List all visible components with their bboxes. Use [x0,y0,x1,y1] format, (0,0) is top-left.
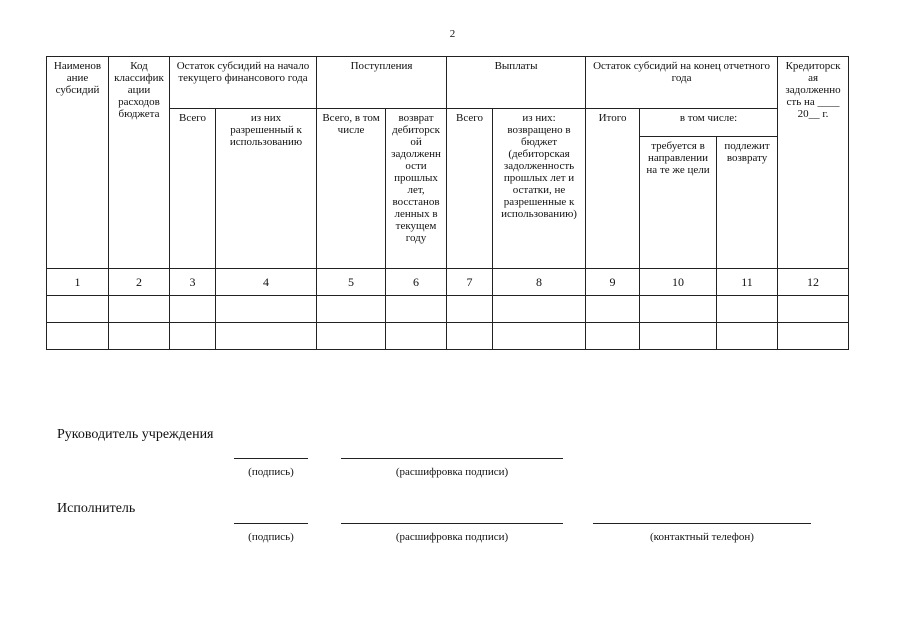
table-cell [447,296,493,323]
table-cell [386,323,447,350]
table-row [47,296,849,323]
head-signature-caption: (подпись) [248,466,294,478]
table-cell [640,323,717,350]
header-payables: Кредиторск ая задолженно сть на ____ 20__ г. [778,57,849,269]
column-number: 4 [216,269,317,296]
header-receipts-returned: возврат дебиторск ой задолженн ости прошлых лет, восстанов ленных в текущем году [386,109,447,269]
table-row [47,323,849,350]
table-cell [586,323,640,350]
header-row-1 [47,57,849,109]
table-cell [386,296,447,323]
header-receipts: Поступления [317,57,447,109]
header-end-total: Итого [586,109,640,269]
column-number: 6 [386,269,447,296]
executor-signature-caption: (подпись) [248,531,294,543]
column-number: 5 [317,269,386,296]
header-payments: Выплаты [447,57,586,109]
table-cell [493,323,586,350]
header-end-including: в том числе: [640,109,778,137]
table-cell [717,296,778,323]
table-cell [216,296,317,323]
head-decoding-caption: (расшифровка подписи) [395,466,509,478]
table-cell [317,323,386,350]
table-cell [216,323,317,350]
header-end-same-purpose: требуется в направлении на те же цели [640,137,717,269]
table-cell [47,323,109,350]
executor-decoding-caption: (расшифровка подписи) [395,531,509,543]
header-payments-total: Всего [447,109,493,269]
header-receipts-total: Всего, в том числе [317,109,386,269]
column-number: 10 [640,269,717,296]
table-cell [170,323,216,350]
table-cell [109,323,170,350]
column-number: 7 [447,269,493,296]
column-number: 8 [493,269,586,296]
column-number: 11 [717,269,778,296]
header-end-balance: Остаток субсидий на конец отчетного года [586,57,778,109]
subsidy-report-table [46,56,849,350]
header-start-allowed: из них разрешенный к использованию [216,109,317,269]
table-cell [47,296,109,323]
column-number: 3 [170,269,216,296]
table-cell [586,296,640,323]
head-signature-line [234,458,308,459]
column-number: 9 [586,269,640,296]
executor-phone-caption: (контактный телефон) [650,531,754,543]
executor-signature-line [234,523,308,524]
table-cell [493,296,586,323]
column-number: 1 [47,269,109,296]
column-number-row [47,269,849,296]
header-end-to-return: подлежит возврату [717,137,778,269]
table-cell [109,296,170,323]
header-subsidy-name: Наименов ание субсидий [47,57,109,269]
executor-decoding-line [341,523,563,524]
head-decoding-line [341,458,563,459]
table-cell [317,296,386,323]
header-start-balance: Остаток субсидий на начало текущего финансового года [170,57,317,109]
header-start-total: Всего [170,109,216,269]
table-cell [778,323,849,350]
column-number: 2 [109,269,170,296]
table-cell [447,323,493,350]
table-cell [640,296,717,323]
table-cell [778,296,849,323]
executor-label: Исполнитель [57,501,136,516]
executor-phone-line [593,523,811,524]
header-payments-returned: из них: возвращено в бюджет (дебиторская задолженность прошлых лет и остатки, не разрешенные к использованию) [493,109,586,269]
table-cell [170,296,216,323]
table-cell [717,323,778,350]
head-of-institution-label: Руководитель учреждения [57,427,214,442]
header-budget-code: Код классифик ации расходов бюджета [109,57,170,269]
page-number: 2 [449,28,456,40]
column-number: 12 [778,269,849,296]
